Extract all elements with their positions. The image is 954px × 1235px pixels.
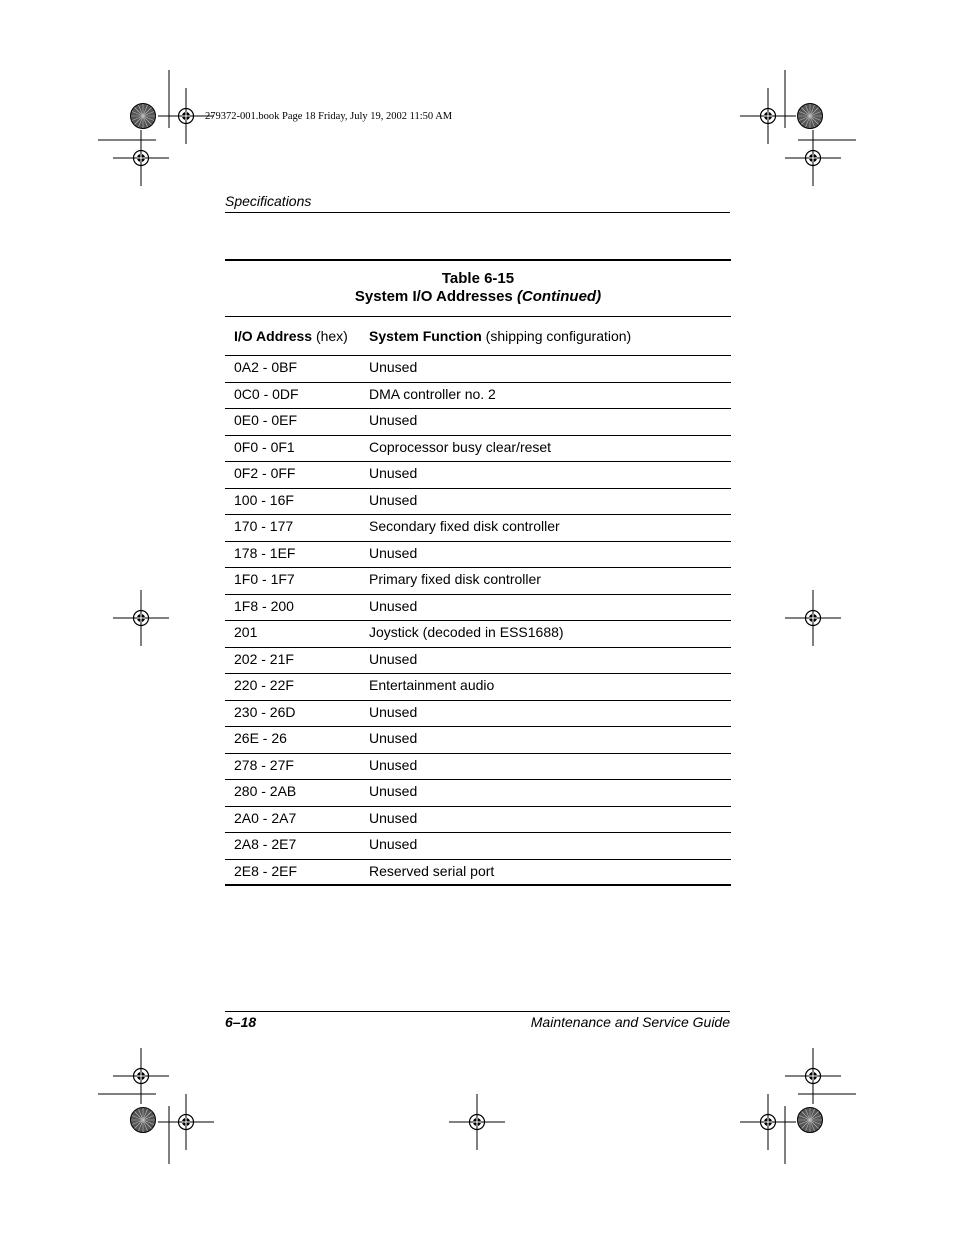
table-row xyxy=(225,621,731,648)
io-address-cell: 2A8 - 2E7 xyxy=(234,836,297,852)
book-file-info: 279372-001.book Page 18 Friday, July 19, 2002 11:50 AM xyxy=(205,111,453,122)
table-row xyxy=(225,674,731,701)
system-function-cell: DMA controller no. 2 xyxy=(369,385,496,402)
io-address-cell: 280 - 2AB xyxy=(234,783,297,799)
table-row xyxy=(225,409,731,436)
page-number: 6–18 xyxy=(225,1014,257,1030)
io-address-cell: 2E8 - 2EF xyxy=(234,862,298,879)
system-function-cell: Unused xyxy=(369,650,418,667)
table-row xyxy=(225,701,731,728)
guide-title: Maintenance and Service Guide xyxy=(530,1014,730,1030)
io-address-cell: 1F8 - 200 xyxy=(234,597,294,614)
table-row xyxy=(225,515,731,542)
system-function-cell: Unused xyxy=(369,491,418,508)
system-function-cell: Primary fixed disk controller xyxy=(369,571,541,587)
registration-mark-icon xyxy=(785,130,841,186)
table-row xyxy=(225,568,731,595)
system-function-cell: Coprocessor busy clear/reset xyxy=(369,438,552,455)
registration-mark-icon xyxy=(158,1094,214,1150)
table-title xyxy=(225,288,731,306)
system-function-cell: Joystick (decoded in ESS1688) xyxy=(369,624,564,640)
io-address-cell: 201 xyxy=(234,624,258,640)
registration-mark-icon xyxy=(740,88,796,144)
table-caption xyxy=(225,261,731,317)
io-address-table xyxy=(225,259,731,886)
io-address-cell: 1F0 - 1F7 xyxy=(234,571,295,587)
system-function-cell: Unused xyxy=(369,836,418,852)
table-row xyxy=(225,860,731,887)
table-row xyxy=(225,595,731,622)
table-row xyxy=(225,648,731,675)
io-address-cell: 220 - 22F xyxy=(234,677,294,693)
system-function-cell: Unused xyxy=(369,465,418,481)
star-target-icon xyxy=(131,104,156,129)
table-row xyxy=(225,727,731,754)
io-address-cell: 0C0 - 0DF xyxy=(234,385,299,402)
header-io-address-rest: (hex) xyxy=(312,328,348,344)
star-target-icon xyxy=(798,1108,823,1133)
header-system-function-bold: System Function xyxy=(369,328,482,344)
registration-mark-icon xyxy=(113,1048,169,1104)
io-address-cell: 178 - 1EF xyxy=(234,544,296,561)
table-row xyxy=(225,383,731,410)
io-address-cell: 278 - 27F xyxy=(234,756,294,773)
io-address-cell: 100 - 16F xyxy=(234,491,294,508)
io-address-cell: 2A0 - 2A7 xyxy=(234,809,297,826)
table-row xyxy=(225,436,731,463)
star-target-icon xyxy=(131,1108,156,1133)
star-target-icon xyxy=(798,104,823,129)
table-number: Table 6-15 xyxy=(441,270,515,287)
system-function-cell: Unused xyxy=(369,597,418,614)
io-address-cell: 0F0 - 0F1 xyxy=(234,438,295,455)
io-address-cell: 170 - 177 xyxy=(234,518,294,534)
table-row xyxy=(225,462,731,489)
table-title-suffix: (Continued) xyxy=(516,288,602,305)
registration-mark-icon xyxy=(113,590,169,646)
io-address-cell: 230 - 26D xyxy=(234,703,296,720)
system-function-cell: Unused xyxy=(369,809,418,826)
table-body xyxy=(225,356,731,886)
table-row xyxy=(225,833,731,860)
io-address-cell: 0A2 - 0BF xyxy=(234,359,298,375)
system-function-cell: Unused xyxy=(369,412,418,428)
header-io-address xyxy=(225,328,360,344)
system-function-cell: Secondary fixed disk controller xyxy=(369,518,560,534)
system-function-cell: Unused xyxy=(369,544,418,561)
system-function-cell: Unused xyxy=(369,359,418,375)
running-head: Specifications xyxy=(225,193,312,209)
io-address-cell: 26E - 26 xyxy=(234,730,287,746)
table-title-text: System I/O Addresses xyxy=(354,288,513,305)
table-row xyxy=(225,754,731,781)
table-row xyxy=(225,780,731,807)
table-row xyxy=(225,542,731,569)
io-address-cell: 0E0 - 0EF xyxy=(234,412,298,428)
registration-mark-icon xyxy=(113,130,169,186)
registration-mark-icon xyxy=(785,1048,841,1104)
system-function-cell: Unused xyxy=(369,783,418,799)
header-system-function xyxy=(360,328,731,344)
system-function-cell: Unused xyxy=(369,703,418,720)
table-row xyxy=(225,807,731,834)
system-function-cell: Entertainment audio xyxy=(369,677,495,693)
header-system-function-rest: (shipping configuration) xyxy=(481,328,632,344)
table-row xyxy=(225,356,731,383)
table-header-row xyxy=(225,317,731,356)
io-address-cell: 0F2 - 0FF xyxy=(234,465,296,481)
registration-mark-icon xyxy=(785,590,841,646)
system-function-cell: Unused xyxy=(369,730,418,746)
header-rule xyxy=(225,212,730,213)
io-address-cell: 202 - 21F xyxy=(234,650,294,667)
system-function-cell: Reserved serial port xyxy=(369,862,495,879)
registration-mark-icon xyxy=(449,1094,505,1150)
registration-mark-icon xyxy=(740,1094,796,1150)
header-io-address-bold: I/O Address xyxy=(234,328,313,344)
footer-rule xyxy=(225,1011,730,1012)
system-function-cell: Unused xyxy=(369,756,418,773)
table-row xyxy=(225,489,731,516)
